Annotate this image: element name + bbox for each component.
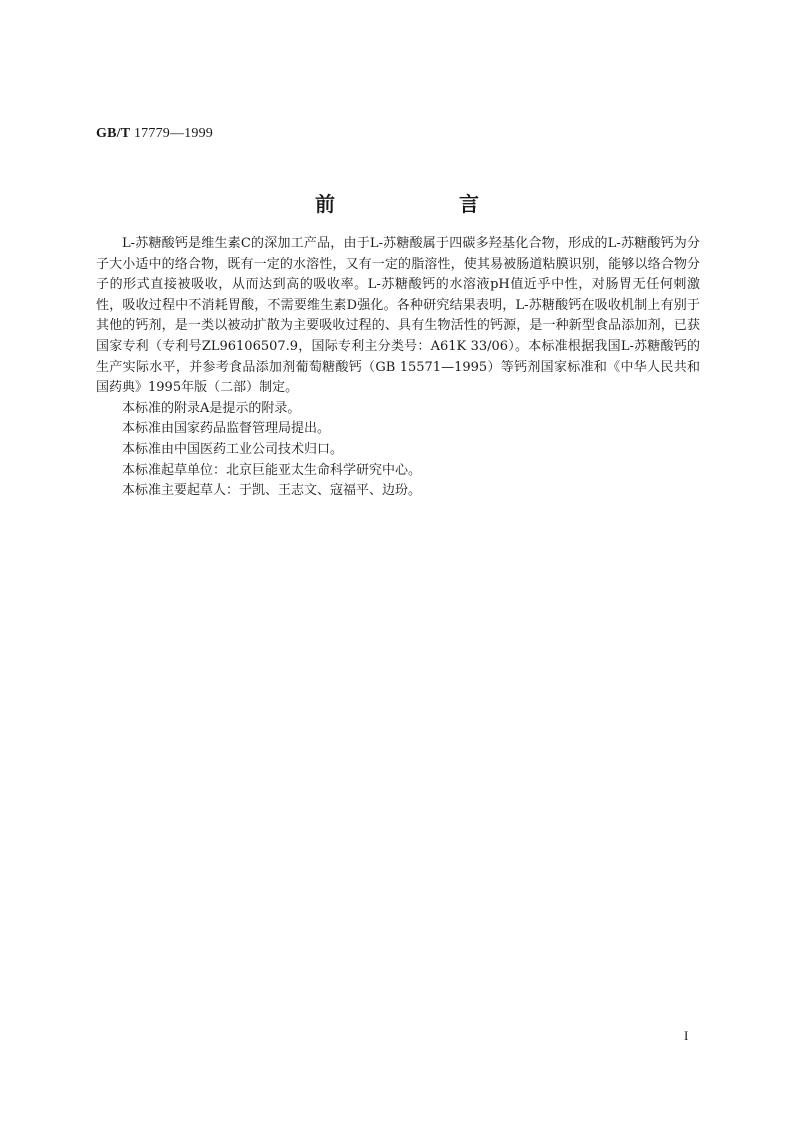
drafters-note: 本标准主要起草人：于凯、王志文、寇福平、边玢。 <box>122 483 422 499</box>
foreword-body <box>96 234 700 502</box>
appendix-note: 本标准的附录A是提示的附录。 <box>122 400 301 416</box>
standard-number: 17779—1999 <box>133 126 213 141</box>
section-title: 前 言 <box>315 192 531 216</box>
page-number: I <box>684 1028 689 1043</box>
administrator-note: 本标准由中国医药工业公司技术归口。 <box>122 441 344 457</box>
standard-code <box>96 126 213 142</box>
standard-prefix: GB/T <box>96 126 131 141</box>
intro-paragraph: L-苏糖酸钙是维生素C的深加工产品，由于L-苏糖酸属于四碳多羟基化合物，形成的L-苏糖酸钙为分子大小适中的络合物，既有一定的水溶性，又有一定的脂溶性，使其易被肠道粘膜识别，能够以络合物分子的形式直接被吸收，从而达到高的吸收率。L-苏糖酸钙的水溶液pH值近乎中性，对肠胃无任何刺激性，吸收过程中不消耗胃酸，不需要维生素D强化。各种研究结果表明，L-苏糖酸钙在吸收机制上有别于其他的钙剂，是一类以被动扩散为主要吸收过程的、具有生物活性的钙源，是一种新型食品添加剂，已获国家专利（专利号ZL96106507.9，国际专利主分类号：A61K 33/06）。本标准根据我国L-苏糖酸钙的生产实际水平，并参考食品添加剂葡萄糖酸钙（GB 15571—1995）等钙剂国家标准和《中华人民共和国药典》1995年版（二部）制定。 <box>96 236 700 396</box>
proposer-note: 本标准由国家药品监督管理局提出。 <box>122 421 331 437</box>
drafting-unit-note: 本标准起草单位：北京巨能亚太生命科学研究中心。 <box>122 462 422 478</box>
